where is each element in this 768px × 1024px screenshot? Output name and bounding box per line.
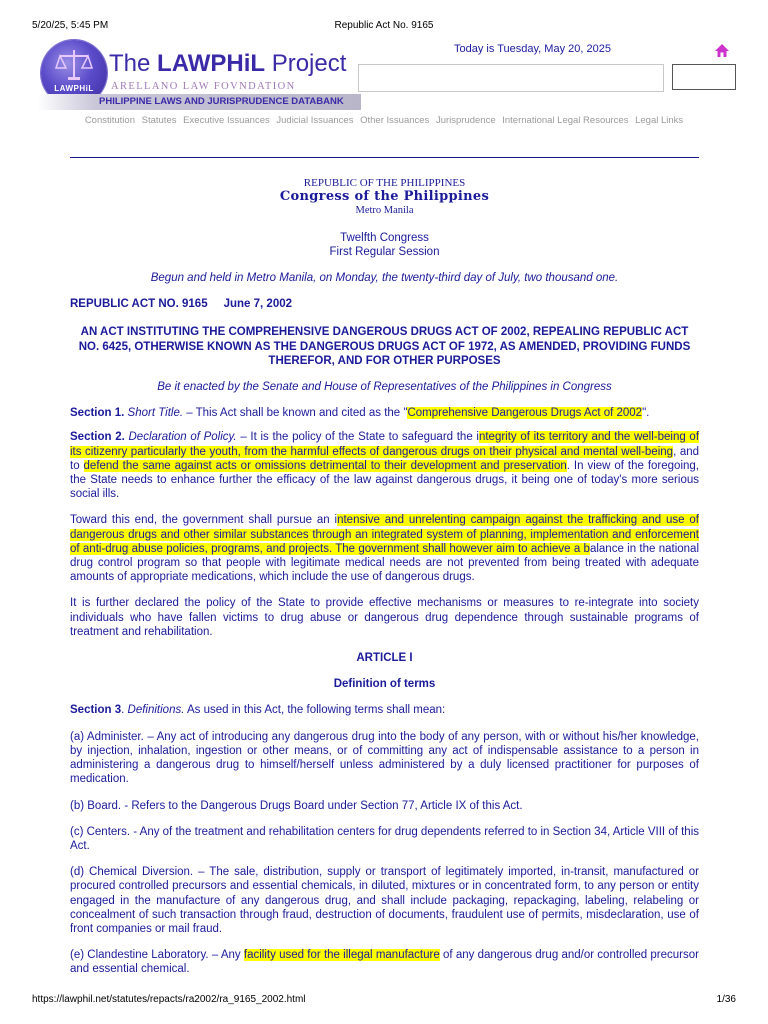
print-url: https://lawphil.net/statutes/repacts/ra2002/ra_9165_2002.html	[32, 994, 306, 1005]
nav-legal-links[interactable]: Legal Links	[635, 115, 684, 126]
ra-number: REPUBLIC ACT NO. 9165	[70, 298, 208, 311]
section-1-title: Short Title.	[127, 407, 184, 420]
section-3	[70, 703, 699, 717]
nav-other-issuances[interactable]: Other Issuances	[360, 115, 430, 126]
globe-label: LAWPHiL	[54, 84, 94, 93]
definition-c: (c) Centers. - Any of the treatment and rehabilitation centers for drug dependents referred to in Section 34, Article VIII of this Act.	[70, 825, 700, 852]
highlight: defend the same against acts or omissions detrimental to their development and preservation	[83, 459, 567, 472]
section-1	[70, 406, 699, 420]
section-3-label: Section 3	[70, 704, 122, 717]
act-title: AN ACT INSTITUTING THE COMPREHENSIVE DANGEROUS DRUGS ACT OF 2002, REPEALING REPUBLIC ACT NO. 6425, OTHERWISE KNOWN AS THE DANGEROUS DRUGS ACT OF 1972, AS AMENDED, PROVIDING FUNDS THEREFOR, AND FOR OTHER PURPOSES	[78, 326, 691, 367]
brand-prefix: The	[109, 50, 158, 77]
print-title: Republic Act No. 9165	[334, 20, 434, 31]
lawphil-logo[interactable]	[37, 40, 357, 112]
section-2-text: – It is the policy of the State to safeguard the i	[236, 431, 479, 444]
section-2-title: Declaration of Policy.	[128, 431, 237, 444]
nav-statutes[interactable]: Statutes	[141, 115, 177, 126]
section-2-label: Section 2.	[70, 431, 125, 444]
search-input[interactable]	[358, 64, 664, 92]
paragraph-text: alance in the national drug control program so that people with legitimate medical needs are not prevented from being treated with adequate amounts of appropriate medications, which include the use of dangerous drugs.	[70, 542, 699, 584]
begun-line: Begun and held in Metro Manila, on Monday, the twenty-third day of July, two thousand one.	[150, 272, 619, 285]
section-1-text-end: ".	[642, 407, 650, 420]
databank-banner	[37, 94, 361, 110]
scales-of-justice-icon	[55, 48, 93, 82]
section-3-dot: .	[121, 704, 128, 717]
brand-suffix: Project	[265, 50, 347, 77]
definition-e-text: of any dangerous drug and/or controlled precursor and essential chemical.	[70, 949, 699, 976]
search-button[interactable]	[672, 64, 736, 90]
nav-jurisprudence[interactable]: Jurisprudence	[435, 115, 496, 126]
republic-heading: REPUBLIC OF THE PHILIPPINES	[303, 177, 466, 189]
definition-b: (b) Board. - Refers to the Dangerous Drugs Board under Section 77, Article IX of this Act.	[70, 799, 523, 812]
section-2-text: . In view of the foregoing, the State needs to enhance further the efficacy of the law against dangerous drugs, it being one of today's more serious social ills.	[70, 459, 699, 501]
highlight: facility used for the illegal manufacture	[243, 949, 440, 962]
highlight: Comprehensive Dangerous Drugs Act of 2002	[407, 407, 643, 420]
section-1-text: – This Act shall be known and cited as the "	[183, 407, 408, 420]
section-2	[70, 430, 699, 501]
section-1-label: Section 1.	[70, 407, 125, 420]
policy-paragraph-2	[70, 513, 699, 584]
main-nav	[0, 115, 768, 126]
nav-constitution[interactable]: Constitution	[84, 115, 135, 126]
section-2-text: , and to	[70, 445, 700, 472]
ra-date: June 7, 2002	[223, 298, 293, 311]
foundation-name: ARELLANO LAW FOVNDATION	[111, 81, 296, 92]
nav-international-legal-resources[interactable]: International Legal Resources	[502, 115, 629, 126]
today-date: Today is Tuesday, May 20, 2025	[454, 43, 611, 55]
definition-e-text: (e) Clandestine Laboratory. – Any	[70, 949, 244, 962]
article-title: Definition of terms	[333, 678, 436, 691]
print-datetime: 5/20/25, 5:45 PM	[32, 20, 109, 31]
paragraph-text: Toward this end, the government shall pursue an i	[70, 514, 338, 527]
databank-label: PHILIPPINE LAWS AND JURISPRUDENCE DATABANK	[99, 96, 344, 107]
nav-judicial-issuances[interactable]: Judicial Issuances	[276, 115, 354, 126]
section-3-title: Definitions.	[127, 704, 185, 717]
highlight: ntegrity of its territory and the well-being of its citizenry particularly the youth, from the harmful effects of dangerous drugs on their physical and mental well-being	[70, 431, 700, 458]
ra-number-line	[70, 297, 699, 311]
highlight: ntensive and unrelenting campaign against the trafficking and use of dangerous drugs and other similar substances through an integrated system of planning, implementation and enforcement of anti-drug abuse policies, programs, and projects. The government shall however aim to achieve a b	[70, 514, 699, 555]
section-3-text: As used in this Act, the following terms shall mean:	[184, 704, 446, 717]
print-page-number: 1/36	[716, 994, 736, 1005]
session-regular: First Regular Session	[329, 245, 440, 258]
definition-d: (d) Chemical Diversion. – The sale, distribution, supply or transport of legitimately imported, in-transit, manufactured or procured controlled precursors and essential chemicals, in diluted, mixtures or in concentrated form, to any person or entity engaged in the manufacture of any dangerous drug, and shall include packaging, repackaging, labeling, relabeling or concealment of such transaction through fraud, destruction of documents, fraudulent use of permits, misdeclaration, use of front companies or mail fraud.	[70, 866, 699, 935]
home-icon[interactable]	[714, 43, 730, 59]
brand-name	[109, 50, 346, 78]
brand-bold: LAWPHiL	[157, 50, 266, 77]
session-congress: Twelfth Congress	[340, 231, 429, 244]
definition-e	[70, 948, 699, 976]
document-body	[70, 176, 699, 977]
nav-executive-issuances[interactable]: Executive Issuances	[183, 115, 270, 126]
policy-paragraph-3: It is further declared the policy of the State to provide effective mechanisms or measures to re-integrate into society individuals who have fallen victims to drug abuse or dangerous drug dependence through sustainable programs of treatment and rehabilitation.	[70, 597, 699, 638]
article-heading: ARTICLE I	[356, 652, 413, 665]
enacting-clause: Be it enacted by the Senate and House of Representatives of the Philippines in Congress	[157, 381, 612, 394]
metro-heading: Metro Manila	[355, 205, 414, 217]
congress-heading: Congress of the Philippines	[279, 189, 490, 205]
header-divider	[70, 157, 699, 158]
definition-a: (a) Administer. – Any act of introducing any dangerous drug into the body of any person, with or without his/her knowledge, by injection, inhalation, ingestion or other means, or of committing any act of indispensable assistance to a person in administering a dangerous drug to himself/herself unless administered by a duly licensed practitioner for purposes of medication.	[70, 730, 699, 786]
